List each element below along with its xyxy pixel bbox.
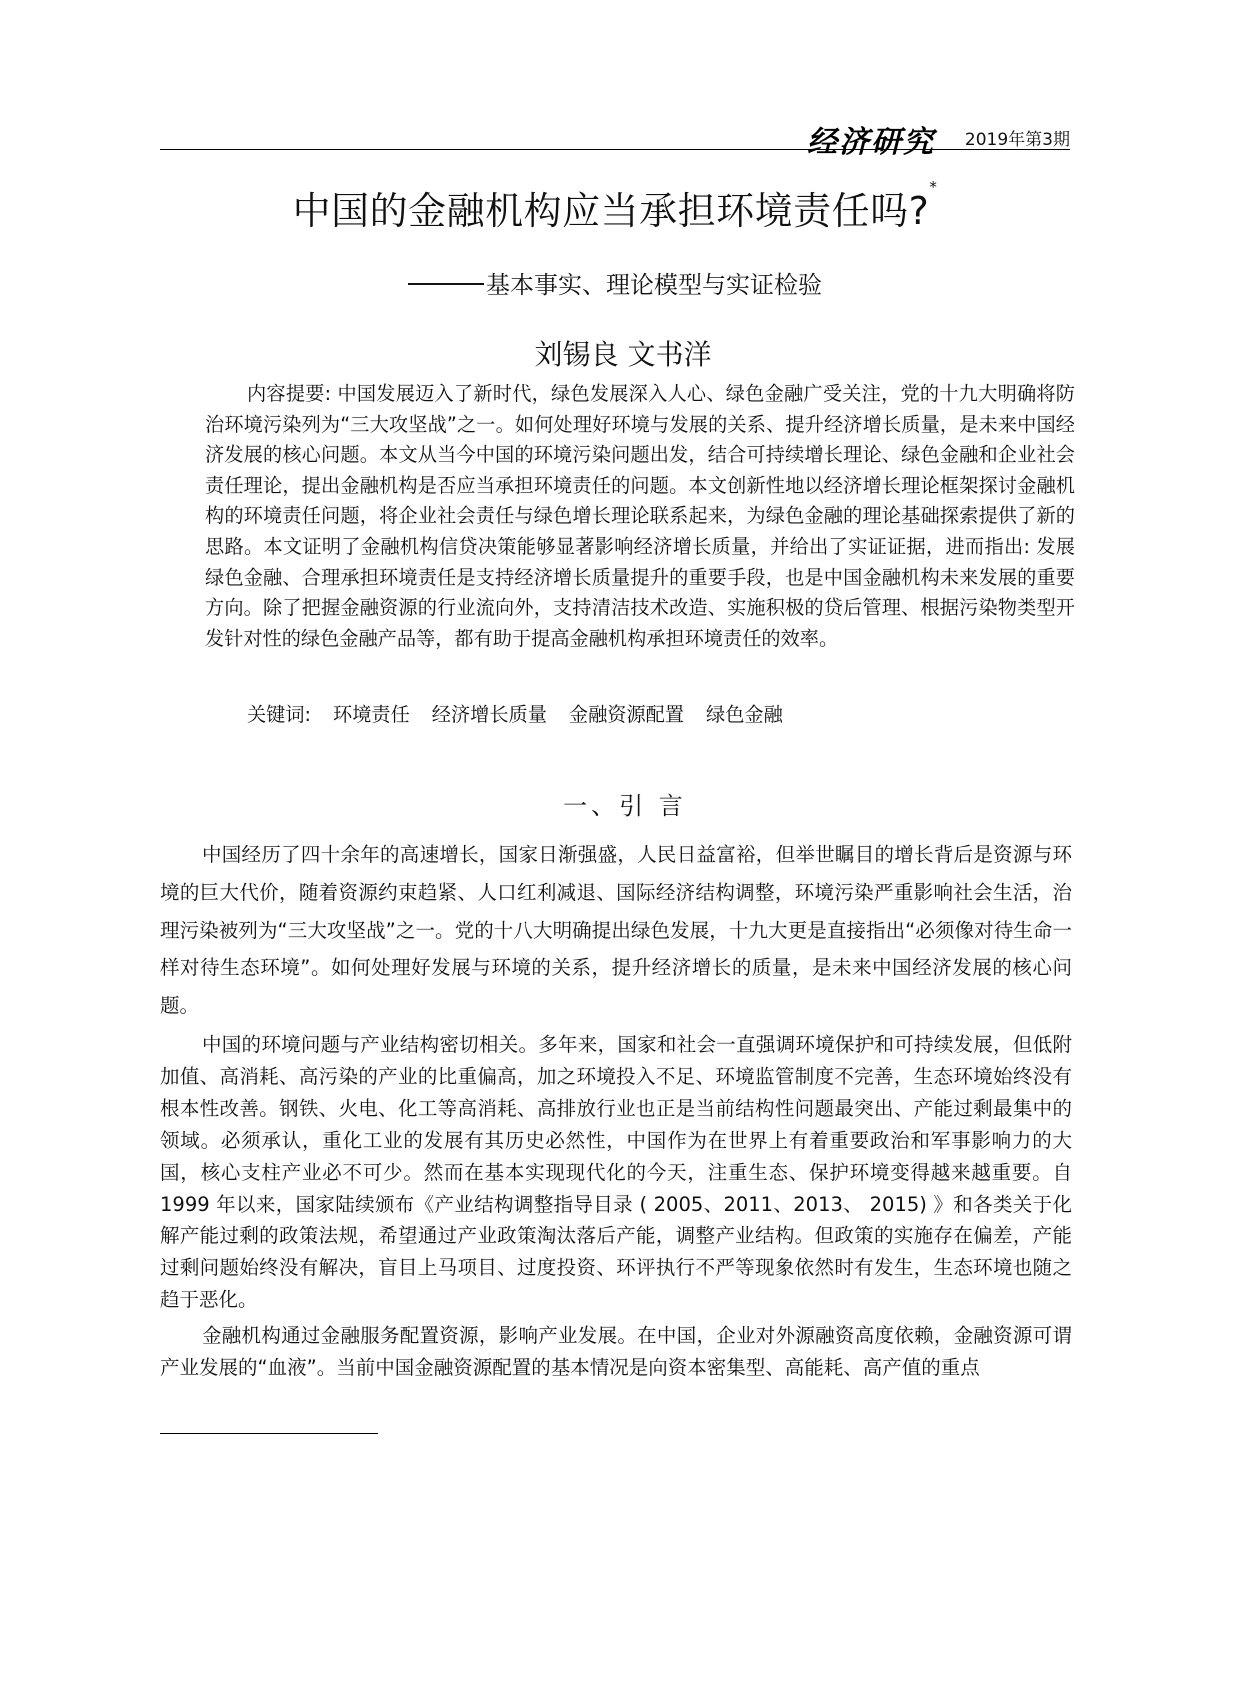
article-subtitle: 基本事实、理论模型与实证检验 bbox=[486, 271, 822, 299]
keyword: 经济增长质量 bbox=[431, 703, 547, 726]
abstract-text: 内容提要: 中国发展迈入了新时代，绿色发展深入人心、绿色金融广受关注，党的十九大明确将防治环境污染列为“三大攻坚战”之一。如何处理好环境与发展的关系、提升经济增长质量，是未来中国经济发展的核心问题。本文从当今中国的环境污染问题出发，结合可持续增长理论、绿色金融和企业社会责任理论，提出金融机构是否应当承担环境责任的问题。本文创新性地以经济增长理论框架探讨金融机构的环境责任问题，将企业社会责任与绿色增长理论联系起来，为绿色金融的理论基础探索提供了新的思路。本文证明了金融机构信贷决策能够显著影响经济增长质量，并给出了实证证据，进而指出: 发展绿色金融、合理承担环境责任是支持经济增长质量提升的重要手段，也是中国金融机构未来发展的重要方向。除了把握金融资源的行业流向外，支持清洁技术改造、实施积极的贷后管理、根据污染物类型开发针对性的绿色金融产品等，都有助于提高金融机构承担环境责任的效率。 bbox=[205, 382, 1075, 650]
keyword: 绿色金融 bbox=[706, 703, 783, 726]
running-header bbox=[160, 117, 1070, 160]
subtitle-dash bbox=[408, 283, 484, 285]
section-heading: 一、引 言 bbox=[563, 792, 687, 820]
issue-label: 2019年第3期 bbox=[964, 130, 1070, 150]
body-paragraph: 中国的环境问题与产业结构密切相关。多年来，国家和社会一直强调环境保护和可持续发展，但低附加值、高消耗、高污染的产业的比重偏高，加之环境投入不足、环境监管制度不完善，生态环境始终没有根本性改善。钢铁、火电、化工等高消耗、高排放行业也正是当前结构性问题最突出、产能过剩最集中的领域。必须承认，重化工业的发展有其历史必然性，中国作为在世界上有着重要政治和军事影响力的大国，核心支柱产业必不可少。然而在基本实现现代化的今天，注重生态、保护环境变得越来越重要。自 1999 年以来，国家陆续颁布《产业结构调整指导目录 ( 2005、2011、2013、 2015) 》和各类关于化解产能过剩的政策法规，希望通过产业政策淘汰落后产能，调整产业结构。但政策的实施存在偏差，产能过剩问题始终没有解决，盲目上马项目、过度投资、环评执行不严等现象依然时有发生，生态环境也随之趋于恶化。 bbox=[160, 1032, 1072, 1312]
body-paragraph: 中国经历了四十余年的高速增长，国家日渐强盛，人民日益富裕，但举世瞩目的增长背后是资源与环境的巨大代价，随着资源约束趋紧、人口红利减退、国际经济结构调整，环境污染严重影响社会生活，治理污染被列为“三大攻坚战”之一。党的十八大明确提出绿色发展，十九大更是直接指出“必须像对待生命一样对待生态环境”。如何处理好发展与环境的关系，提升经济增长的质量，是未来中国经济发展的核心问题。 bbox=[160, 843, 1072, 1018]
article-title: 中国的金融机构应当承担环境责任吗? bbox=[292, 189, 930, 233]
keyword: 环境责任 bbox=[333, 703, 410, 726]
keywords-label: 关键词: bbox=[247, 703, 312, 726]
article-subtitle-block bbox=[160, 265, 1070, 300]
abstract bbox=[205, 379, 1075, 654]
title-footnote-mark: * bbox=[929, 178, 938, 196]
body-text bbox=[160, 836, 1072, 1384]
keyword: 金融资源配置 bbox=[568, 703, 685, 726]
keywords bbox=[247, 700, 783, 727]
footnote-rule bbox=[160, 1433, 378, 1434]
journal-logo: 经济研究 bbox=[807, 125, 935, 160]
body-paragraph: 金融机构通过金融服务配置资源，影响产业发展。在中国，企业对外源融资高度依赖，金融资源可谓产业发展的“血液”。当前中国金融资源配置的基本情况是向资本密集型、高能耗、高产值的重点 bbox=[160, 1324, 1072, 1380]
authors: 刘锡良 文书洋 bbox=[534, 338, 712, 371]
article-title-block bbox=[160, 180, 1070, 235]
header-rule bbox=[160, 149, 1070, 150]
